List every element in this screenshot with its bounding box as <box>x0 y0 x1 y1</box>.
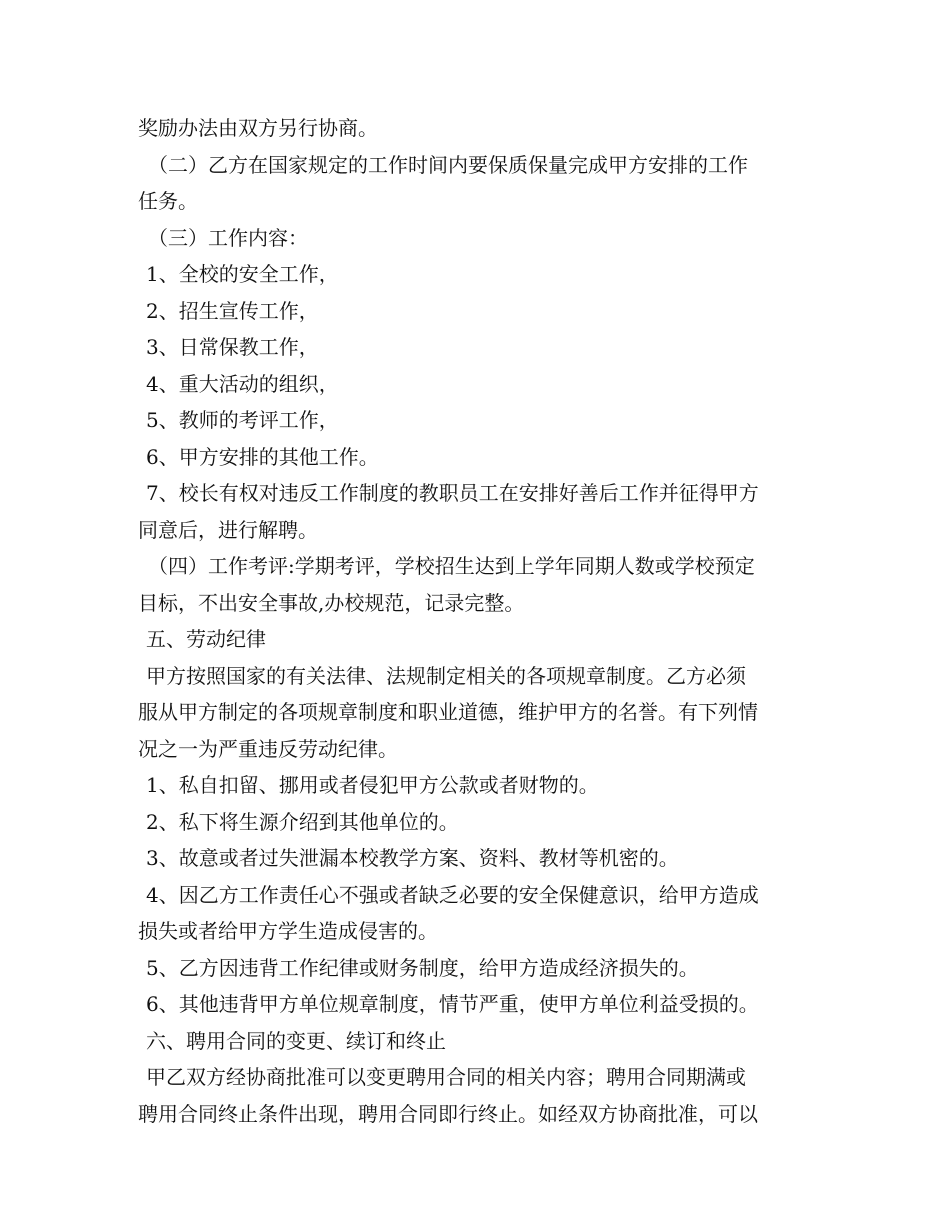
section-heading: 六、聘用合同的变更、续订和终止 <box>146 1028 446 1053</box>
text-line: 奖励办法由双方另行协商。 <box>138 116 378 140</box>
list-item: 6、其他违背甲方单位规章制度，情节严重，使甲方单位利益受损的。 <box>146 992 759 1016</box>
list-item: 6、甲方安排的其他工作。 <box>146 444 379 469</box>
section-heading: 五、劳动纪律 <box>146 627 266 651</box>
list-item: 2、招生宣传工作， <box>146 298 319 323</box>
list-item: 3、日常保教工作， <box>146 335 319 359</box>
list-item: 3、故意或者过失泄漏本校教学方案、资料、教材等机密的。 <box>146 846 679 870</box>
list-item: 5、教师的考评工作， <box>146 408 339 432</box>
text-line: 况之一为严重违反劳动纪律。 <box>138 736 398 761</box>
text-line: 服从甲方制定的各项规章制度和职业道德，维护甲方的名誉。有下列情 <box>138 700 758 724</box>
text-line: 同意后，进行解聘。 <box>138 517 318 542</box>
list-item: 7、校长有权对违反工作制度的教职员工在安排好善后工作并征得甲方 <box>146 481 759 505</box>
list-item: 1、私自扣留、挪用或者侵犯甲方公款或者财物的。 <box>146 773 599 797</box>
text-line: 聘用合同终止条件出现，聘用合同即行终止。如经双方协商批准，可以 <box>138 1101 758 1126</box>
text-line: 甲方按照国家的有关法律、法规制定相关的各项规章制度。乙方必须 <box>146 663 746 688</box>
list-item: 2、私下将生源介绍到其他单位的。 <box>146 809 459 834</box>
text-line: 甲乙双方经协商批准可以变更聘用合同的相关内容；聘用合同期满或 <box>146 1065 746 1089</box>
section-heading: （三）工作内容： <box>148 225 308 250</box>
list-item: 4、因乙方工作责任心不强或者缺乏必要的安全保健意识，给甲方造成 <box>146 882 759 907</box>
list-item: 5、乙方因违背工作纪律或财务制度，给甲方造成经济损失的。 <box>146 955 699 980</box>
text-line: （二）乙方在国家规定的工作时间内要保质保量完成甲方安排的工作 <box>148 152 748 177</box>
text-line: 任务。 <box>138 189 198 213</box>
list-item: 4、重大活动的组织， <box>146 371 339 396</box>
document-body <box>138 110 818 1132</box>
text-line: （四）工作考评:学期考评，学校招生达到上学年同期人数或学校预定 <box>148 554 755 578</box>
list-item: 1、全校的安全工作， <box>146 262 339 286</box>
text-line: 目标，不出安全事故,办校规范，记录完整。 <box>138 590 525 615</box>
text-line: 损失或者给甲方学生造成侵害的。 <box>138 919 438 943</box>
